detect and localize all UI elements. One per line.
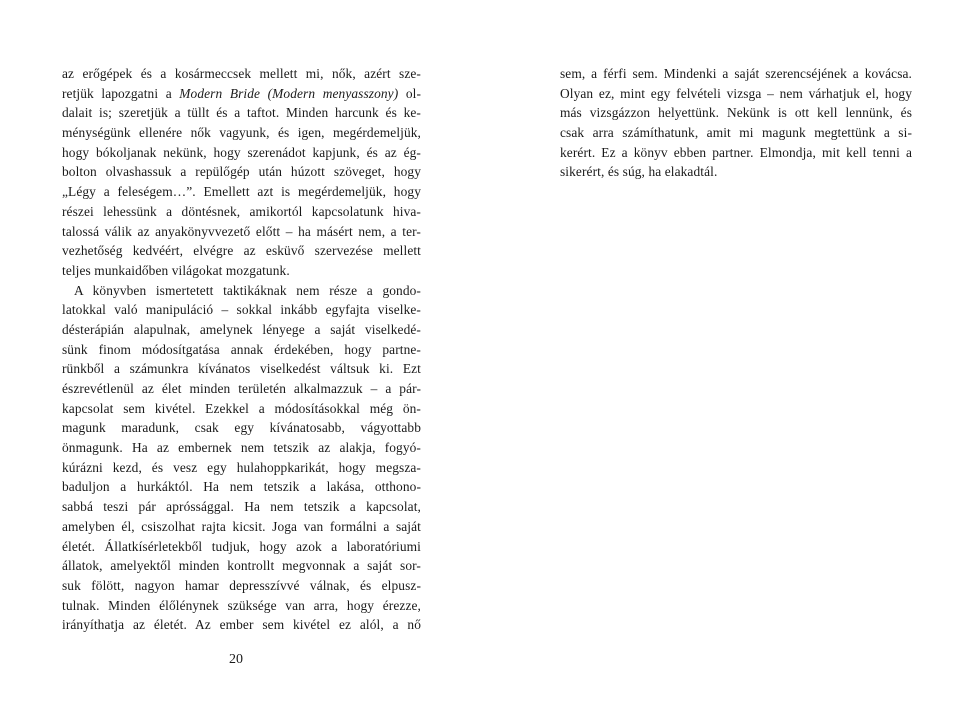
text-line: más vizsgázzon helyettünk. Nekünk is ott kell lennünk, és	[560, 105, 912, 121]
text-line: életét. Állatkísérletekből tudjuk, hogy azok a laboratóriumi	[62, 538, 421, 554]
text-segment: retjük lapozgatni a	[62, 85, 180, 101]
text-line: baduljon a hurkáktól. Ha nem tetszik a lakása, otthono-	[62, 479, 421, 495]
text-line: suk fölött, nagyon hamar depresszívvé válnak, és elpusz-	[62, 577, 421, 593]
text-line: dalait is; szeretjük a tüllt és a taftot. Minden harcunk és ke-	[62, 105, 421, 121]
text-line: latokkal való manipuláció – sokkal inkább egyfajta viselke-	[62, 302, 421, 318]
text-line: észrevétlenül az élet minden területén alkalmazzuk – a pár-	[62, 381, 421, 396]
text-line: kerért. Ez a könyv ebben partner. Elmondja, mit kell tenni a	[560, 144, 912, 160]
text-line: vezhetőség kedvéért, elvégre az esküvő szervezése mellett	[62, 243, 421, 259]
text-line: sünk finom módosítgatása annak érdekében, hogy partne-	[62, 341, 421, 357]
text-line: amelyben él, csiszolhat rajta kicsit. Joga van formálni a saját	[62, 518, 421, 534]
text-line: tulnak. Minden élőlénynek szüksége van arra, hogy érezze,	[62, 597, 421, 613]
text-line: sikerért, és súg, ha elakadtál.	[560, 164, 718, 180]
text-line: talossá válik az anyakönyvvezető előtt – ha másért nem, a ter-	[62, 223, 421, 239]
text-line: kapcsolat sem kivétel. Ezekkel a módosításokkal még ön-	[62, 400, 421, 416]
text-line: ménységünk ellenére nők vagyunk, és igen, megérdemeljük,	[62, 125, 421, 141]
right-page	[560, 64, 912, 182]
book-title-emphasis: Modern Bride (Modern menyasszony)	[179, 85, 399, 101]
text-line: Olyan ez, mint egy felvételi vizsga – nem várhatjuk el, hogy	[560, 85, 912, 101]
paragraph-first-line: A könyvben ismertetett taktikáknak nem része a gondo-	[74, 282, 421, 298]
text-line: irányíthatja az életét. Az ember sem kivétel ez alól, a nő	[62, 617, 421, 633]
text-line: magunk maradunk, csak egy kívánatosabb, vágyottabb	[62, 420, 421, 436]
text-line	[62, 84, 421, 104]
text-line: hogy bókoljanak nekünk, hogy szerenádot kapjunk, és az ég-	[62, 144, 421, 160]
text-line: csak arra számíthatunk, amit mi magunk megtettünk a si-	[560, 125, 912, 141]
text-line: önmagunk. Ha az embernek nem tetszik az alakja, fogyó-	[62, 440, 421, 456]
text-line: teljes munkaidőben világokat mozgatunk.	[62, 262, 290, 278]
page-number: 20	[229, 652, 243, 667]
text-line: rünkből a számunkra kívánatos viselkedést váltsuk ki. Ezt	[62, 361, 421, 377]
text-line: kúrázni kezd, és vesz egy hulahoppkarikát, hogy megsza-	[62, 459, 421, 475]
text-line: sabbá teszi pár apróssággal. Ha nem tetszik a kapcsolat,	[62, 499, 421, 515]
left-page	[62, 64, 421, 635]
text-line: állatok, amelyektől minden kontrollt megvonnak a saját sor-	[62, 558, 421, 574]
text-line: désterápián alapulnak, amelynek lényege a saját viselkedé-	[62, 321, 421, 337]
text-line: bolton olvashassuk a repülőgép után húzott szöveget, hogy	[62, 164, 421, 180]
text-line: részei lehessünk a döntésnek, amikortól kapcsolatunk hiva-	[62, 203, 421, 219]
text-line: „Légy a feleségem…”. Emellett azt is megérdemeljük, hogy	[62, 184, 421, 200]
text-segment: ol-	[398, 85, 421, 101]
text-line: az erőgépek és a kosármeccsek mellett mi, nők, azért sze-	[62, 66, 421, 81]
text-line: sem, a férfi sem. Mindenki a saját szerencséjének a kovácsa.	[560, 66, 912, 81]
